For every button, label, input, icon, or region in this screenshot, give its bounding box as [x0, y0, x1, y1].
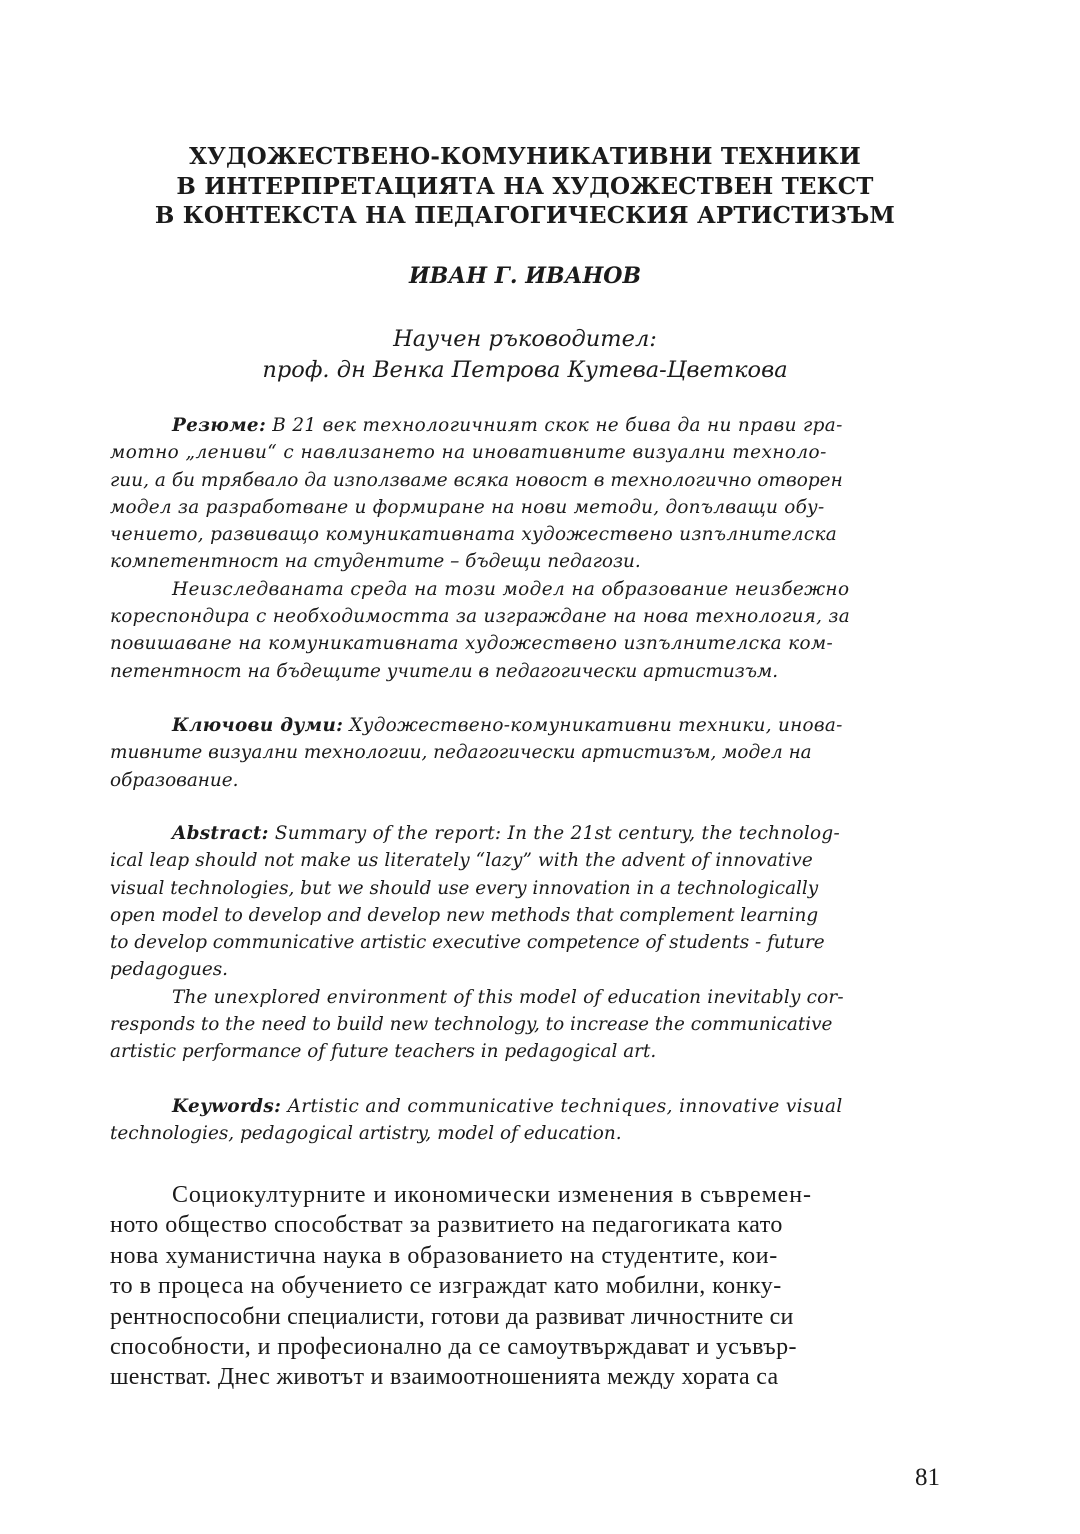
page-number: 81 [915, 1464, 940, 1491]
abstract-line: to develop communicative artistic executive competence of students - future [110, 932, 825, 954]
resume-line: петентност на бъдещите учители в педагогически артистизъм. [110, 660, 779, 682]
body-line: рентноспособни специалисти, готови да развиват личностните си [110, 1303, 794, 1330]
resume-label: Резюме: [172, 415, 267, 436]
abstract-line: artistic performance of future teachers in pedagogical art. [110, 1041, 657, 1063]
abstract-line: visual technologies, but we should use every innovation in a technologically [110, 877, 819, 899]
supervisor-name: проф. дн Венка Петрова Кутева-Цветкова [262, 357, 788, 383]
body-line: ното общество способстват за развитието на педагогиката като [110, 1212, 783, 1239]
article-title [110, 142, 940, 231]
resume-line: модел за разработване и формиране на нови методи, допълващи обу- [110, 496, 825, 518]
resume-line: Неизследваната среда на този модел на образование неизбежно [172, 578, 850, 600]
title-line: ХУДОЖЕСТВЕНО-КОМУНИКАТИВНИ ТЕХНИКИ [189, 143, 861, 170]
abstract-line: pedagogues. [110, 959, 229, 981]
author-name: ИВАН Г. ИВАНОВ [408, 263, 642, 289]
resume-line: мотно „лениви“ с навлизането на иновативните визуални техноло- [110, 442, 827, 464]
document-page [110, 0, 940, 1534]
resume-line: повишаване на комуникативната художествено изпълнителска ком- [110, 633, 834, 655]
resume-line: гии, а би трябвало да използваме всяка новост в технологично отворен [110, 469, 843, 491]
keywords-en-label: Keywords: [172, 1096, 282, 1117]
keywords-en-line: technologies, pedagogical artistry, model of education. [110, 1123, 622, 1145]
title-line: В КОНТЕКСТА НА ПЕДАГОГИЧЕСКИЯ АРТИСТИЗЪМ [154, 202, 896, 229]
keywords-bg-line: образование. [110, 769, 239, 791]
keywords-en-line: Keywords: Artistic and communicative techniques, innovative visual [172, 1096, 843, 1117]
abstract-line: responds to the need to build new technology, to increase the communicative [110, 1014, 833, 1036]
body-line: то в процеса на обучението се изграждат като мобилни, конку- [110, 1273, 782, 1300]
body-line: Социокултурните и икономически изменения в съвремен- [172, 1182, 812, 1208]
abstract-line: open model to develop and develop new methods that complement learning [110, 904, 819, 926]
keywords-bg-block [110, 712, 940, 794]
keywords-bg-line: тивните визуални технологии, педагогически артистизъм, модел на [110, 742, 812, 764]
resume-block [110, 412, 940, 685]
resume-line: Резюме: В 21 век технологичният скок не бива да ни прави гра- [172, 415, 843, 436]
body-paragraph [110, 1180, 940, 1393]
keywords-bg-line: Ключови думи: Художествено-комуникативни техники, инова- [172, 715, 843, 736]
abstract-line: ical leap should not make us literately “lazy” with the advent of innovative [110, 850, 813, 872]
keywords-en-block [110, 1093, 940, 1148]
resume-line: кореспондира с необходимостта за изграждане на нова технология, за [110, 606, 851, 628]
body-line: шенстват. Днес животът и взаимоотношенията между хората са [110, 1364, 779, 1391]
keywords-bg-label: Ключови думи: [172, 715, 344, 736]
body-line: нова хуманистична наука в образованието на студентите, кои- [110, 1242, 778, 1269]
resume-line: компетентност на студентите – бъдещи педагози. [110, 551, 641, 573]
abstract-label: Abstract: [172, 823, 269, 844]
abstract-line: The unexplored environment of this model of education inevitably cor- [172, 986, 844, 1008]
supervisor-block [110, 324, 940, 386]
supervisor-label: Научен ръководител: [393, 326, 657, 352]
title-line: В ИНТЕРПРЕТАЦИЯТА НА ХУДОЖЕСТВЕН ТЕКСТ [176, 172, 874, 200]
abstract-block [110, 820, 940, 1066]
resume-line: чението, развиващо комуникативната художествено изпълнителска [110, 524, 838, 546]
body-line: способности, и професионално да се самоутвърждават и усъвър- [110, 1333, 797, 1360]
abstract-line: Abstract: Summary of the report: In the 21st century, the technolog- [172, 823, 840, 844]
